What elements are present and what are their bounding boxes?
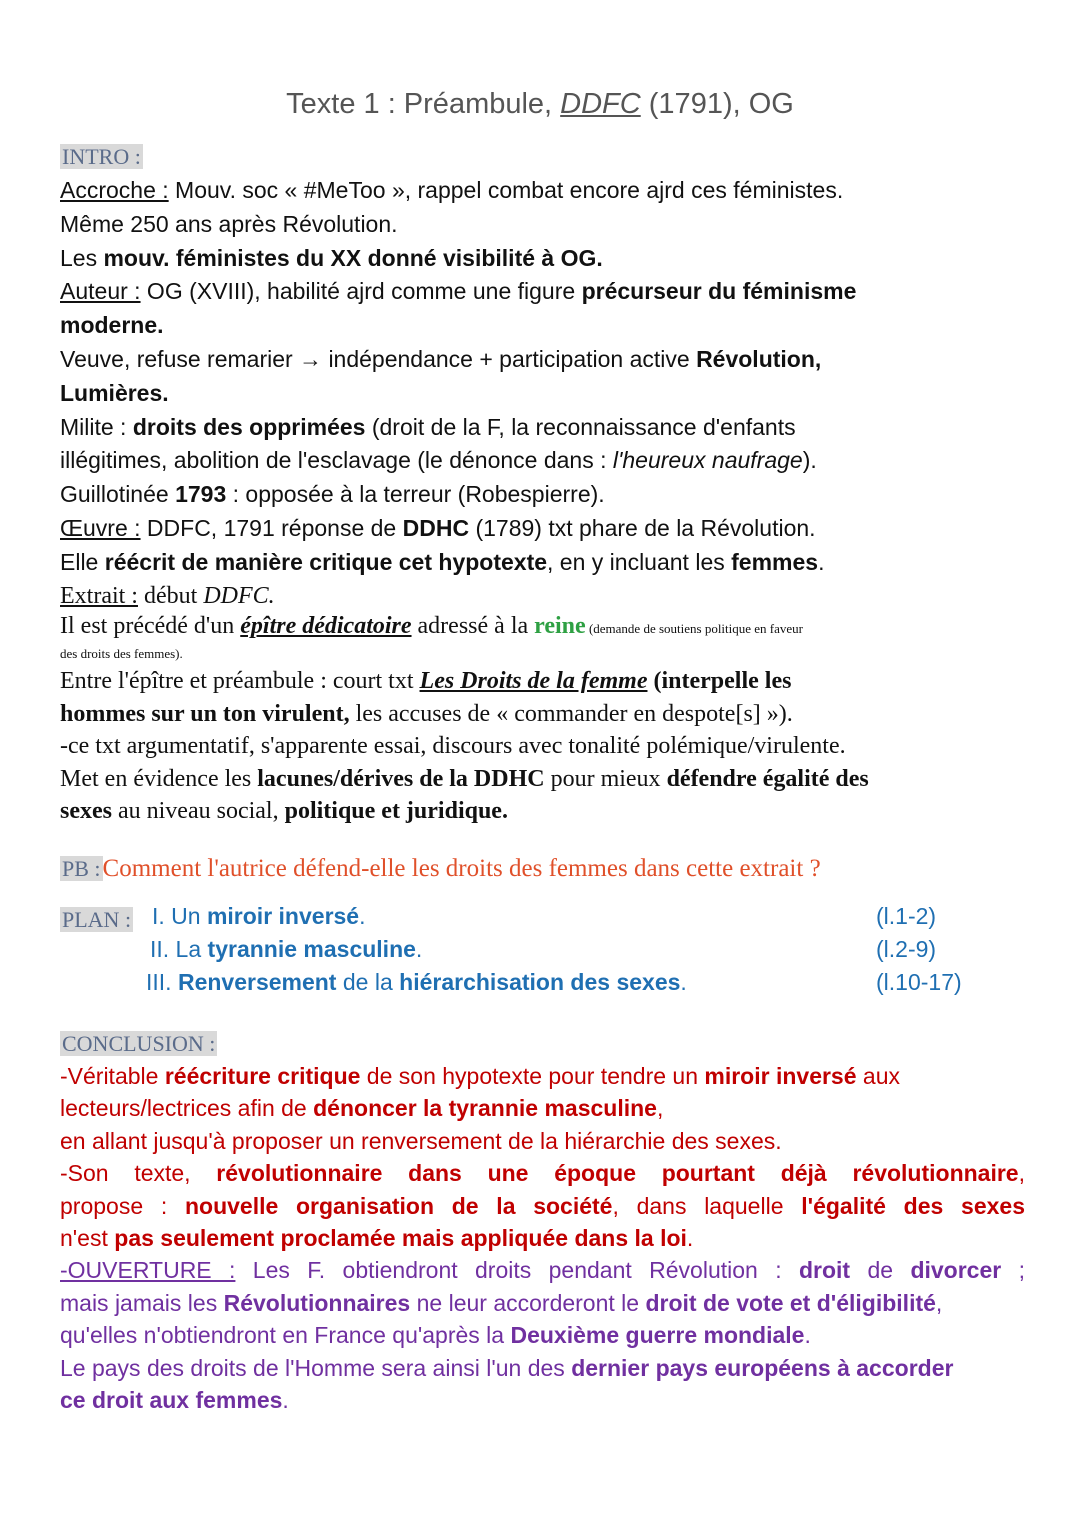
intro-line: Entre l'épître et préambule : court txt Les Droits de la femme (interpelle les bbox=[60, 668, 792, 695]
conclusion-line: n'est pas seulement proclamée mais appliquée dans la loi. bbox=[60, 1225, 694, 1252]
intro-line: Œuvre : DDFC, 1791 réponse de DDHC (1789) txt phare de la Révolution. bbox=[60, 514, 816, 541]
plan-ref: (l.2-9) bbox=[876, 936, 937, 962]
plan-item: I. Un miroir inversé. bbox=[152, 903, 366, 929]
conclusion-line: -Véritable réécriture critique de son hypotexte pour tendre un miroir inversé aux bbox=[60, 1063, 901, 1089]
conclusion-section bbox=[60, 1028, 1025, 1416]
conclusion-line: lecteurs/lectrices afin de dénoncer la tyrannie masculine, bbox=[60, 1095, 664, 1122]
conclusion-line: -Son texte, révolutionnaire dans une époque pourtant déjà révolutionnaire, bbox=[60, 1160, 1025, 1187]
intro-label: INTRO : bbox=[62, 144, 141, 169]
pb-question: Comment l'autrice défend-elle les droits des femmes dans cette extrait ? bbox=[102, 855, 821, 882]
page-title: Texte 1 : Préambule, DDFC (1791), OG bbox=[286, 88, 794, 120]
conclusion-line: Le pays des droits de l'Homme sera ainsi l'un des dernier pays européens à accorder bbox=[60, 1354, 954, 1381]
intro-line: Extrait : début DDFC. bbox=[60, 582, 275, 609]
conclusion-line: qu'elles n'obtiendront en France qu'après la Deuxième guerre mondiale. bbox=[60, 1322, 811, 1349]
intro-line: Veuve, refuse remarier → indépendance + participation active Révolution, bbox=[60, 345, 822, 372]
intro-line: sexes au niveau social, politique et juridique. bbox=[60, 798, 508, 825]
plan-label: PLAN : bbox=[62, 907, 132, 932]
intro-line: Les mouv. féministes du XX donné visibilité à OG. bbox=[60, 244, 603, 271]
intro-line: moderne. bbox=[60, 312, 164, 339]
intro-line: Accroche : Mouv. soc « #MeToo », rappel combat encore ajrd ces féministes. bbox=[60, 177, 844, 203]
intro-line: des droits des femmes). bbox=[60, 646, 183, 662]
intro-line: Auteur : OG (XVIII), habilité ajrd comme une figure précurseur du féminisme bbox=[60, 278, 857, 305]
intro-section bbox=[60, 140, 1025, 828]
plan-ref: (l.10-17) bbox=[876, 969, 962, 995]
intro-line: -ce txt argumentatif, s'apparente essai, discours avec tonalité polémique/virulente. bbox=[60, 733, 846, 760]
intro-line: Guillotinée 1793 : opposée à la terreur (Robespierre). bbox=[60, 481, 605, 508]
intro-line: Il est précédé d'un épître dédicatoire adressé à la reine (demande de soutiens politique en faveur bbox=[60, 613, 804, 640]
intro-line: hommes sur un ton virulent, les accuses de « commander en despote[s] »). bbox=[60, 700, 793, 727]
pb-label: PB : bbox=[62, 856, 101, 881]
problematique bbox=[60, 852, 1025, 886]
conclusion-label: CONCLUSION : bbox=[62, 1031, 216, 1056]
intro-line: Même 250 ans après Révolution. bbox=[60, 210, 398, 237]
plan-item: II. La tyrannie masculine. bbox=[150, 936, 423, 962]
intro-line: Lumières. bbox=[60, 379, 169, 406]
conclusion-line: propose : nouvelle organisation de la société, dans laquelle l'égalité des sexes bbox=[60, 1192, 1025, 1219]
intro-line: Milite : droits des opprimées (droit de la F, la reconnaissance d'enfants bbox=[60, 413, 796, 440]
intro-line: Elle réécrit de manière critique cet hypotexte, en y incluant les femmes. bbox=[60, 548, 825, 575]
plan-item: III. Renversement de la hiérarchisation des sexes. bbox=[146, 969, 687, 995]
conclusion-line: ce droit aux femmes. bbox=[60, 1387, 289, 1414]
plan-ref: (l.1-2) bbox=[876, 903, 937, 929]
conclusion-line: mais jamais les Révolutionnaires ne leur accorderont le droit de vote et d'éligibilité, bbox=[60, 1289, 943, 1316]
conclusion-line: en allant jusqu'à proposer un renversement de la hiérarchie des sexes. bbox=[60, 1127, 782, 1154]
conclusion-line: -OUVERTURE : Les F. obtiendront droits pendant Révolution : droit de divorcer ; bbox=[60, 1257, 1025, 1284]
intro-line: Met en évidence les lacunes/dérives de la DDHC pour mieux défendre égalité des bbox=[60, 765, 869, 792]
intro-line: illégitimes, abolition de l'esclavage (le dénonce dans : l'heureux naufrage). bbox=[60, 447, 817, 474]
